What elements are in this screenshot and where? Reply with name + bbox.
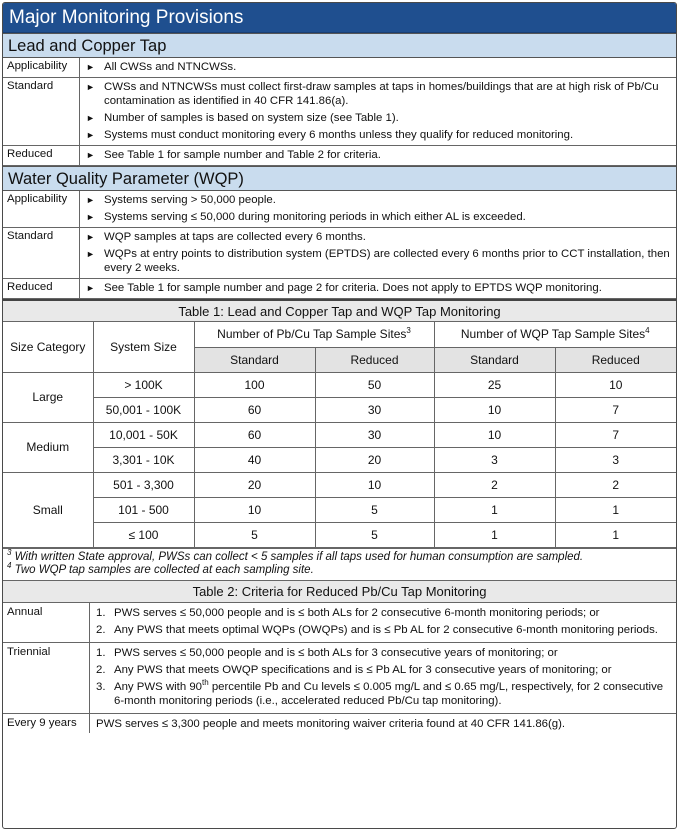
- table-row: [3, 447, 676, 472]
- system-size-cell: 3,301 - 10K: [93, 447, 194, 472]
- provision-bullets: [80, 146, 676, 165]
- numbered-item: [96, 663, 672, 677]
- numbered-item: [96, 623, 672, 637]
- footnote-mark: 3: [7, 547, 12, 557]
- arrow-bullet-icon: ►: [86, 82, 95, 92]
- wqp-reduced-cell: 7: [555, 397, 676, 422]
- bullet-text: All CWSs and NTNCWSs.: [104, 61, 237, 73]
- pbcu-reduced-cell: 30: [315, 397, 434, 422]
- provision-label: Standard: [3, 78, 80, 145]
- size-category-cell: Medium: [3, 422, 93, 472]
- provision-bullets: [80, 191, 676, 227]
- table1: [3, 322, 676, 548]
- group-wqp-header: [434, 322, 676, 347]
- pbcu-reduced-cell: 20: [315, 447, 434, 472]
- lead-copper-heading: Lead and Copper Tap: [3, 33, 676, 58]
- provision-label: Applicability: [3, 191, 80, 227]
- arrow-bullet-icon: ►: [86, 150, 95, 160]
- item-number: 1.: [96, 646, 106, 659]
- provision-row: [3, 78, 676, 146]
- provision-row: [3, 191, 676, 228]
- provision-label: Reduced: [3, 146, 80, 165]
- wqp-reduced-cell: 1: [555, 522, 676, 547]
- wqp-standard-cell: 10: [434, 422, 555, 447]
- system-size-cell: 50,001 - 100K: [93, 397, 194, 422]
- triennial-criteria: [90, 643, 676, 713]
- group-wqp-label: Number of WQP Tap Sample Sites: [460, 327, 646, 342]
- wqp-reduced-cell: 10: [555, 372, 676, 397]
- wqp-reduced-cell: 3: [555, 447, 676, 472]
- col-system-size: System Size: [93, 322, 194, 372]
- criteria-row-triennial: [3, 643, 676, 714]
- wqp-standard-cell: 25: [434, 372, 555, 397]
- bullet-item: [84, 128, 672, 142]
- criteria-label: Annual: [3, 603, 90, 642]
- item-text-part: percentile Pb and Cu levels ≤ 0.005 mg/L and ≤ 0.65 mg/L, respectively, for 2 consecutive 6-month monitoring periods (i.e., accelerated reduced Pb/Cu tap monitoring).: [114, 680, 664, 707]
- wqp-reduced-cell: 2: [555, 472, 676, 497]
- table-row: [3, 497, 676, 522]
- bullet-item: [84, 148, 672, 162]
- provision-bullets: [80, 279, 676, 298]
- wqp-standard-cell: 1: [434, 522, 555, 547]
- arrow-bullet-icon: ►: [86, 283, 95, 293]
- sub-wqp-standard: Standard: [434, 347, 555, 372]
- table1-title: Table 1: Lead and Copper Tap and WQP Tap Monitoring: [3, 299, 676, 322]
- system-size-cell: > 100K: [93, 372, 194, 397]
- sub-pbcu-reduced: Reduced: [315, 347, 434, 372]
- footnote-text: Two WQP tap samples are collected at each sampling site.: [11, 563, 314, 576]
- arrow-bullet-icon: ►: [86, 212, 95, 222]
- wqp-reduced-cell: 7: [555, 422, 676, 447]
- item-text: Any PWS that meets optimal WQPs (OWQPs) and is ≤ Pb AL for 2 consecutive 6-month monitoring periods.: [114, 623, 658, 636]
- arrow-bullet-icon: ►: [86, 249, 95, 259]
- bullet-item: [84, 111, 672, 125]
- pbcu-standard-cell: 5: [194, 522, 315, 547]
- provision-bullets: [80, 58, 676, 77]
- arrow-bullet-icon: ►: [86, 130, 95, 140]
- provision-row: [3, 58, 676, 78]
- criteria-row-every-9-years: [3, 714, 676, 733]
- pbcu-standard-cell: 60: [194, 397, 315, 422]
- system-size-cell: ≤ 100: [93, 522, 194, 547]
- arrow-bullet-icon: ►: [86, 62, 95, 72]
- footnote: [7, 547, 672, 564]
- item-text: Any PWS that meets OWQP specifications and is ≤ Pb AL for 3 consecutive years of monitoring; or: [114, 663, 612, 676]
- wqp-standard-cell: 3: [434, 447, 555, 472]
- system-size-cell: 10,001 - 50K: [93, 422, 194, 447]
- pbcu-standard-cell: 40: [194, 447, 315, 472]
- annual-criteria: [90, 603, 676, 642]
- arrow-bullet-icon: ►: [86, 232, 95, 242]
- provision-label: Applicability: [3, 58, 80, 77]
- group-pbcu-label: Number of Pb/Cu Tap Sample Sites: [217, 327, 407, 342]
- footnote-ref-4: 4: [645, 326, 650, 336]
- criteria-label: Every 9 years: [3, 714, 90, 733]
- table-row: [3, 472, 676, 497]
- table-row: [3, 422, 676, 447]
- col-size-category: Size Category: [3, 322, 93, 372]
- monitoring-provisions-sheet: [2, 2, 677, 829]
- bullet-text: Systems serving ≤ 50,000 during monitoring periods in which either AL is exceeded.: [104, 211, 526, 223]
- provision-label: Reduced: [3, 279, 80, 298]
- item-text: PWS serves ≤ 50,000 people and is ≤ both ALs for 3 consecutive years of monitoring; or: [114, 646, 558, 659]
- item-text: PWS serves ≤ 50,000 people and is ≤ both ALs for 2 consecutive 6-month monitoring periods; or: [114, 606, 600, 619]
- bullet-text: WQPs at entry points to distribution system (EPTDS) are collected every 6 months prior to CCT installation, then every 2 weeks.: [104, 248, 670, 274]
- bullet-item: [84, 60, 672, 74]
- bullet-text: See Table 1 for sample number and page 2 for criteria. Does not apply to EPTDS WQP monitoring.: [104, 282, 602, 294]
- pbcu-standard-cell: 100: [194, 372, 315, 397]
- item-number: 2.: [96, 663, 106, 676]
- item-number: 3.: [96, 680, 106, 693]
- footnote-ref-3: 3: [406, 326, 411, 336]
- pbcu-standard-cell: 10: [194, 497, 315, 522]
- provision-bullets: [80, 78, 676, 145]
- wqp-provisions: [3, 191, 676, 299]
- bullet-text: Systems must conduct monitoring every 6 months unless they qualify for reduced monitoring.: [104, 129, 574, 141]
- size-category-cell: Small: [3, 472, 93, 547]
- pbcu-reduced-cell: 5: [315, 522, 434, 547]
- sub-pbcu-standard: Standard: [194, 347, 315, 372]
- group-pbcu-header: [194, 322, 434, 347]
- page-title: Major Monitoring Provisions: [3, 3, 676, 33]
- table-row: [3, 372, 676, 397]
- wqp-heading: Water Quality Parameter (WQP): [3, 166, 676, 191]
- numbered-item: [96, 646, 672, 660]
- sub-wqp-reduced: Reduced: [555, 347, 676, 372]
- bullet-text: Systems serving > 50,000 people.: [104, 194, 276, 206]
- bullet-text: See Table 1 for sample number and Table 2 for criteria.: [104, 149, 381, 161]
- footnote: [7, 560, 672, 577]
- criteria-label: Triennial: [3, 643, 90, 713]
- bullet-item: [84, 247, 672, 275]
- provision-row: [3, 228, 676, 279]
- wqp-standard-cell: 1: [434, 497, 555, 522]
- arrow-bullet-icon: ►: [86, 113, 95, 123]
- every-9-years-criteria: PWS serves ≤ 3,300 people and meets monitoring waiver criteria found at 40 CFR 141.86(g).: [96, 717, 566, 730]
- system-size-cell: 501 - 3,300: [93, 472, 194, 497]
- ordinal-suffix: th: [202, 677, 209, 687]
- arrow-bullet-icon: ►: [86, 195, 95, 205]
- bullet-text: CWSs and NTNCWSs must collect first-draw samples at taps in homes/buildings that are at high risk of Pb/Cu contamination as identified in 40 CFR 141.86(a).: [104, 81, 659, 107]
- size-category-cell: Large: [3, 372, 93, 422]
- footnote-text: With written State approval, PWSs can collect < 5 samples if all taps used for human consumption are sampled.: [11, 550, 584, 563]
- pbcu-reduced-cell: 50: [315, 372, 434, 397]
- item-number: 1.: [96, 606, 106, 619]
- system-size-cell: 101 - 500: [93, 497, 194, 522]
- bullet-item: [84, 210, 672, 224]
- bullet-item: [84, 281, 672, 295]
- table-row: [3, 522, 676, 547]
- bullet-item: [84, 80, 672, 108]
- wqp-standard-cell: 2: [434, 472, 555, 497]
- provision-label: Standard: [3, 228, 80, 278]
- pbcu-standard-cell: 20: [194, 472, 315, 497]
- pbcu-standard-cell: 60: [194, 422, 315, 447]
- bullet-item: [84, 230, 672, 244]
- pbcu-reduced-cell: 30: [315, 422, 434, 447]
- lead-copper-provisions: [3, 58, 676, 166]
- wqp-standard-cell: 10: [434, 397, 555, 422]
- footnote-mark: 4: [7, 560, 12, 570]
- provision-row: [3, 279, 676, 299]
- bullet-text: Number of samples is based on system size (see Table 1).: [104, 112, 399, 124]
- provision-bullets: [80, 228, 676, 278]
- criteria-row-annual: [3, 603, 676, 643]
- item-text-part: Any PWS with 90: [114, 680, 202, 693]
- table1-footnotes: [3, 548, 676, 580]
- table2-title: Table 2: Criteria for Reduced Pb/Cu Tap Monitoring: [3, 580, 676, 603]
- pbcu-reduced-cell: 5: [315, 497, 434, 522]
- table-row: [3, 397, 676, 422]
- item-number: 2.: [96, 623, 106, 636]
- pbcu-reduced-cell: 10: [315, 472, 434, 497]
- provision-row: [3, 146, 676, 166]
- item-text: [114, 677, 672, 708]
- bullet-text: WQP samples at taps are collected every 6 months.: [104, 231, 366, 243]
- wqp-reduced-cell: 1: [555, 497, 676, 522]
- bullet-item: [84, 193, 672, 207]
- numbered-item: [96, 606, 672, 620]
- numbered-item: [96, 677, 672, 708]
